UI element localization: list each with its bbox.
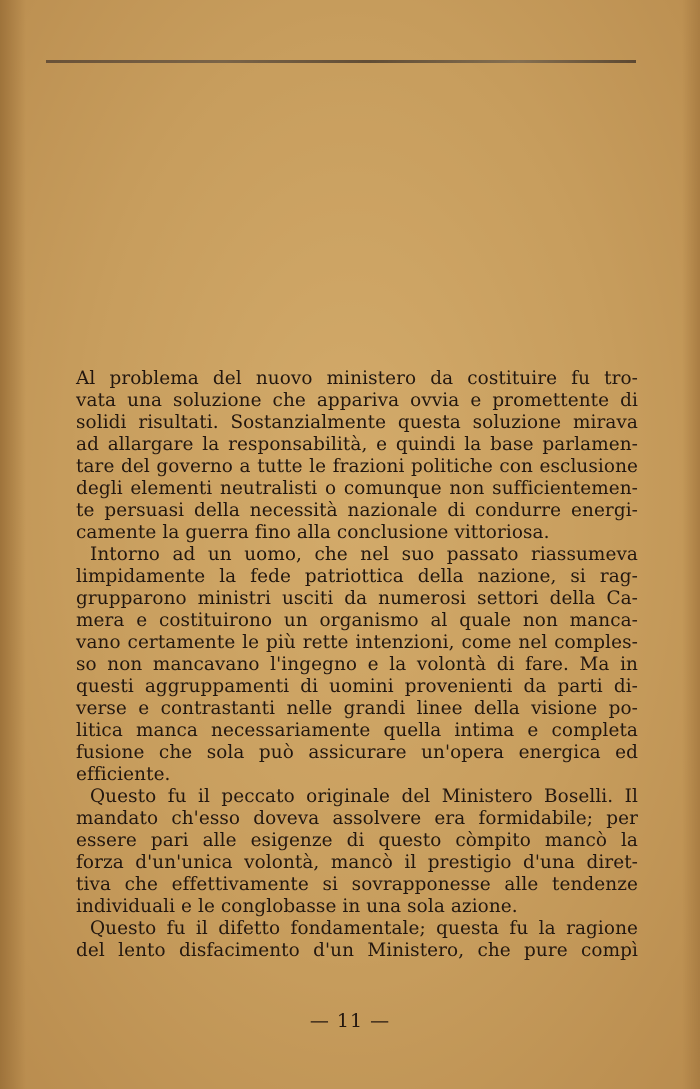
text-line: Questo fu il peccato originale del Ministero Boselli. Il — [90, 786, 638, 807]
text-line: degli elementi neutralisti o comunque non sufficientemen- — [76, 478, 638, 499]
text-line: te persuasi della necessità nazionale di condurre energi- — [76, 500, 638, 521]
text-line: mandato ch'esso doveva assolvere era formidabile; per — [76, 808, 638, 829]
text-line: Questo fu il difetto fondamentale; questa fu la ragione — [90, 918, 638, 939]
paragraph-4 — [76, 918, 638, 962]
text-line: camente la guerra fino alla conclusione vittoriosa. — [76, 522, 550, 543]
page-edge-shadow-left — [0, 0, 26, 1089]
text-line: essere pari alle esigenze di questo còmpito mancò la — [76, 830, 638, 851]
text-line: del lento disfacimento d'un Ministero, che pure compì — [76, 940, 638, 961]
paragraph-3 — [76, 786, 638, 918]
text-line: Al problema del nuovo ministero da costituire fu tro- — [76, 368, 638, 389]
text-line: efficiente. — [76, 764, 171, 785]
page-edge-shadow-right — [682, 0, 700, 1089]
text-line: grupparono ministri usciti da numerosi settori della Ca- — [76, 588, 638, 609]
text-line: tare del governo a tutte le frazioni politiche con esclusione — [76, 456, 638, 477]
top-rule — [46, 60, 636, 63]
text-line: forza d'un'unica volontà, mancò il prestigio d'una diret- — [76, 852, 638, 873]
text-line: mera e costituirono un organismo al quale non manca- — [76, 610, 638, 631]
text-line: limpidamente la fede patriottica della nazione, si rag- — [76, 566, 638, 587]
paragraph-1 — [76, 368, 638, 544]
paragraph-2 — [76, 544, 638, 786]
text-line: so non mancavano l'ingegno e la volontà di fare. Ma in — [76, 654, 638, 675]
text-line: vano certamente le più rette intenzioni, come nel comples- — [76, 632, 638, 653]
page-number: — 11 — — [309, 1010, 391, 1032]
text-line: litica manca necessariamente quella intima e completa — [76, 720, 638, 741]
text-line: tiva che effettivamente si sovrapponesse alle tendenze — [76, 874, 638, 895]
text-line: Intorno ad un uomo, che nel suo passato riassumeva — [90, 544, 638, 565]
text-line: verse e contrastanti nelle grandi linee della visione po- — [76, 698, 638, 719]
text-line: individuali e le conglobasse in una sola azione. — [76, 896, 518, 917]
text-line: fusione che sola può assicurare un'opera energica ed — [76, 742, 638, 763]
text-line: questi aggruppamenti di uomini provenienti da parti di- — [76, 676, 638, 697]
body-text — [76, 368, 638, 962]
text-line: ad allargare la responsabilità, e quindi la base parlamen- — [76, 434, 638, 455]
text-line: solidi risultati. Sostanzialmente questa soluzione mirava — [76, 412, 638, 433]
text-line: vata una soluzione che appariva ovvia e promettente di — [76, 390, 638, 411]
